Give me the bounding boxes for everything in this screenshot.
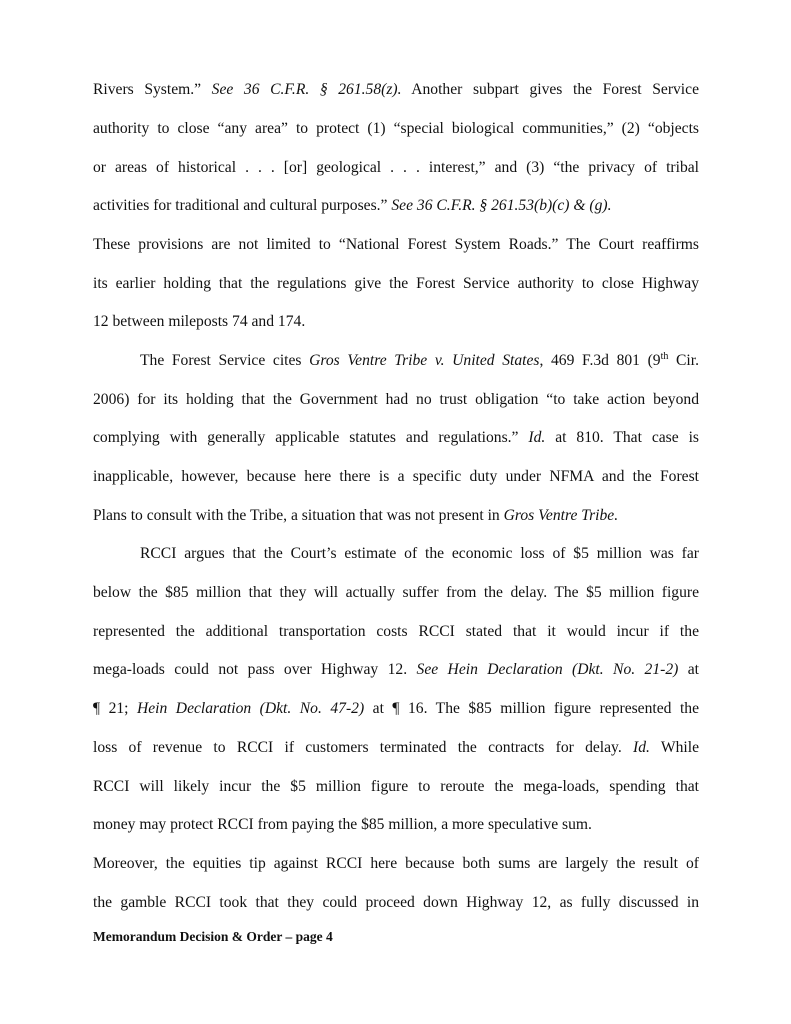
text-run: Rivers System.” [93,81,212,98]
text-run: ¶ 21; [93,700,137,717]
text-run: complying with generally applicable statutes and regulations.” [93,429,529,446]
text-line [93,196,699,216]
text-line [93,854,699,874]
text-run: RCCI will likely incur the $5 million figure to reroute the mega-loads, spending that [93,778,699,795]
text-run: authority to close “any area” to protect (1) “special biological communities,” (2) “objects [93,120,699,137]
text-line [93,428,699,448]
text-run: While [649,739,699,756]
text-line [93,158,699,178]
text-line [93,622,699,642]
text-run: its earlier holding that the regulations give the Forest Service authority to close Highway [93,275,699,292]
text-line [93,390,699,410]
text-run: at 810. That case is [545,429,700,446]
text-line [93,893,699,913]
text-run: mega-loads could not pass over Highway 12. [93,661,417,678]
citation-text: See Hein Declaration (Dkt. No. 21-2) [416,661,679,678]
text-run: 12 between mileposts 74 and 174. [93,313,306,330]
text-line [93,467,699,487]
text-line [93,506,699,526]
text-run: inapplicable, however, because here there is a specific duty under NFMA and the Forest [93,468,699,485]
text-run: , 469 F.3d 801 (9 [539,352,661,369]
text-run: activities for traditional and cultural purposes.” [93,197,392,214]
text-line [140,351,699,371]
text-line [93,699,699,719]
text-run: RCCI argues that the Court’s estimate of the economic loss of $5 million was far [140,545,699,562]
text-line [93,660,699,680]
citation-text: Hein Declaration (Dkt. No. 47-2) [137,700,365,717]
text-run: the gamble RCCI took that they could proceed down Highway 12, as fully discussed in [93,894,699,911]
text-run: at ¶ 16. The $85 million figure represented the [364,700,700,717]
citation-text: Id. [633,739,650,756]
text-line [140,544,699,564]
superscript-text: th [660,351,669,362]
text-line [93,738,699,758]
text-run: represented the additional transportation costs RCCI stated that it would incur if the [93,623,699,640]
text-run: These provisions are not limited to “National Forest System Roads.” The Court reaffirms [93,236,699,253]
citation-text: Gros Ventre Tribe. [503,507,619,524]
text-line [93,235,699,255]
text-run: The Forest Service cites [140,352,310,369]
text-run: Plans to consult with the Tribe, a situation that was not present in [93,507,504,524]
text-run: Cir. [668,352,699,369]
text-line [93,312,699,332]
citation-text: Id. [528,429,546,446]
text-run: Moreover, the equities tip against RCCI here because both sums are largely the result of [93,855,699,872]
text-run: Another subpart gives the Forest Service [401,81,699,98]
text-run: at [678,661,700,678]
citation-text: Gros Ventre Tribe v. United States [309,352,540,369]
text-run: below the $85 million that they will actually suffer from the delay. The $5 million figure [93,584,699,601]
text-line [93,80,699,100]
text-run: money may protect RCCI from paying the $85 million, a more speculative sum. [93,816,592,833]
page-footer: Memorandum Decision & Order – page 4 [93,929,333,944]
text-run: or areas of historical . . . [or] geological . . . interest,” and (3) “the privacy of tribal [93,159,699,176]
text-run: 2006) for its holding that the Government had no trust obligation “to take action beyond [93,391,699,408]
text-line [93,815,699,835]
citation-text: See 36 C.F.R. § 261.58(z). [211,81,402,98]
text-run: loss of revenue to RCCI if customers terminated the contracts for delay. [93,739,634,756]
text-line [93,274,699,294]
citation-text: See 36 C.F.R. § 261.53(b)(c) & (g). [391,197,612,214]
text-line [93,119,699,139]
text-line [93,583,699,603]
text-line [93,777,699,797]
